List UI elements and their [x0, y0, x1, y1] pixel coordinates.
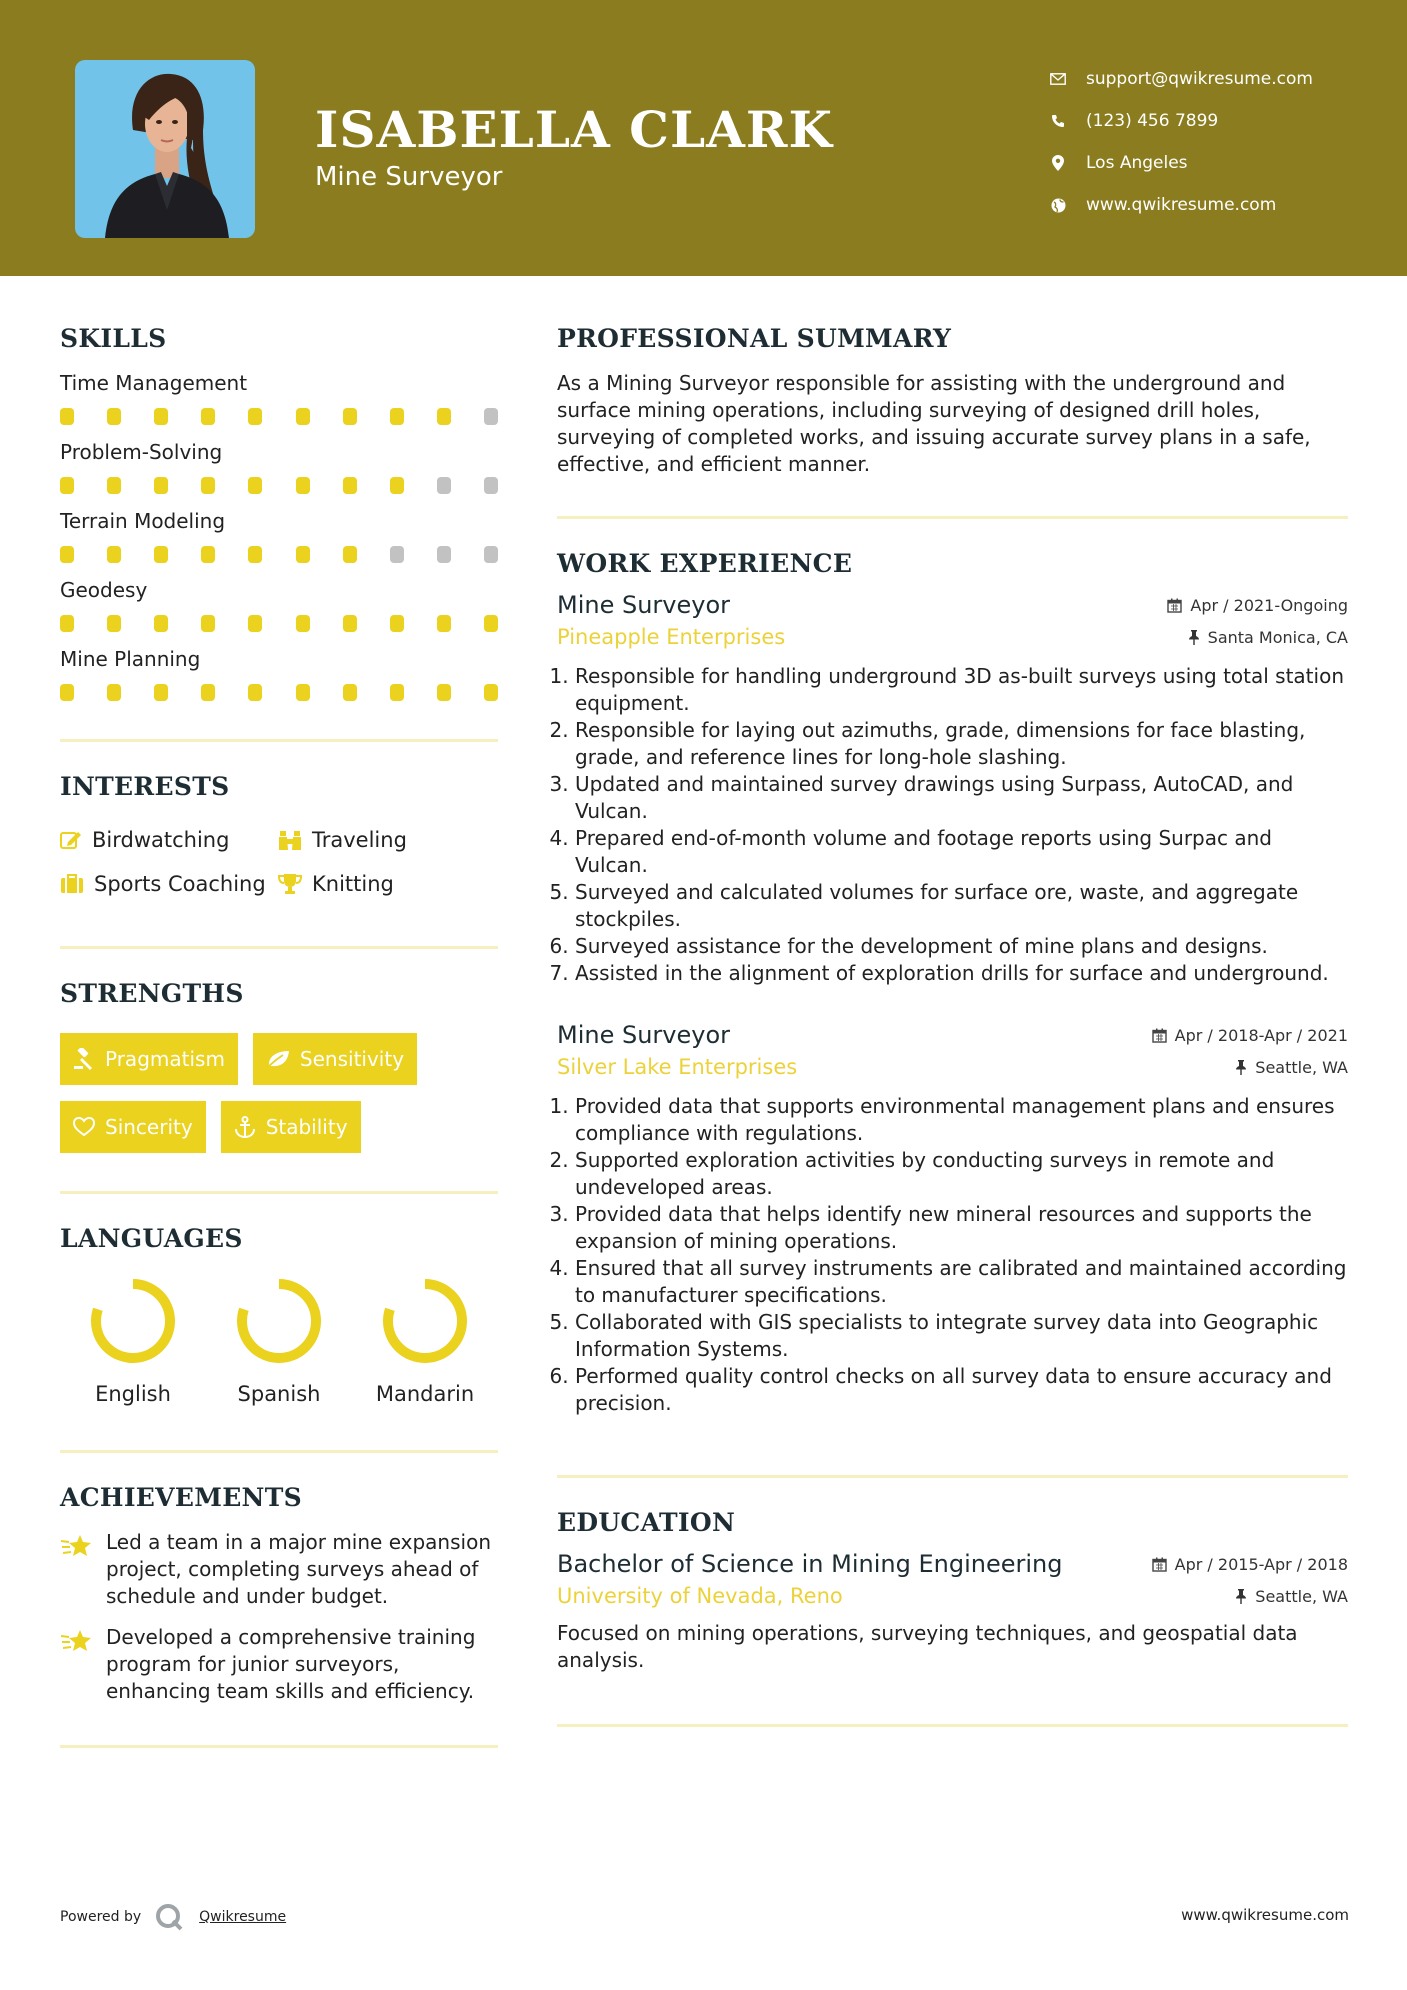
- skill-rating-dot: [107, 477, 121, 494]
- skill-rating-dot: [390, 408, 404, 425]
- school-name: University of Nevada, Reno: [557, 1584, 843, 1608]
- language-progress-ring: [380, 1276, 470, 1366]
- skill-rating-dot: [107, 408, 121, 425]
- strength-label: Pragmatism: [105, 1047, 225, 1071]
- skill-rating: [60, 615, 498, 632]
- skills-heading: SKILLS: [60, 324, 167, 353]
- skill-rating-dot: [390, 477, 404, 494]
- skill-rating-dot: [201, 546, 215, 563]
- map-marker-icon: [1050, 155, 1066, 171]
- company-name: Silver Lake Enterprises: [557, 1055, 798, 1079]
- trophy-icon: [278, 873, 302, 895]
- calendar-icon: [1167, 598, 1182, 613]
- skill-rating-dot: [484, 477, 498, 494]
- language-item: [60, 1276, 206, 1406]
- job-entry: [557, 591, 1348, 987]
- binoculars-icon: [278, 829, 302, 851]
- section-divider: [557, 516, 1348, 519]
- pushpin-icon: [1235, 1060, 1247, 1075]
- skill-name: Time Management: [60, 371, 248, 395]
- achievement-text: Led a team in a major mine expansion project, completing surveys ahead of schedule and under budget.: [106, 1530, 491, 1608]
- skill-rating-dot: [296, 477, 310, 494]
- interest-item: [278, 828, 407, 852]
- job-duty: 1. Provided data that supports environmental management plans and ensures compliance with regulations.: [575, 1093, 1348, 1147]
- skill-rating-dot: [296, 684, 310, 701]
- skill-rating-dot: [484, 684, 498, 701]
- strengths-list: [60, 1033, 498, 1153]
- achievement-item: [60, 1624, 498, 1705]
- job-location: [1188, 628, 1348, 647]
- skill-rating-dot: [201, 408, 215, 425]
- calendar-icon: [1152, 1557, 1167, 1572]
- interest-label: Birdwatching: [92, 828, 230, 852]
- skill-rating-dot: [296, 546, 310, 563]
- degree-title: Bachelor of Science in Mining Engineering: [557, 1550, 1063, 1578]
- language-item: [352, 1276, 498, 1406]
- profile-photo: [75, 60, 255, 238]
- anchor-icon: [234, 1116, 256, 1138]
- skill-rating: [60, 684, 498, 701]
- job-location: [1235, 1058, 1348, 1077]
- achievement-text: Developed a comprehensive training program for junior surveyors, enhancing team skills and efficiency.: [106, 1625, 476, 1703]
- jobs-list: [557, 591, 1348, 1417]
- job-duty: 6. Surveyed assistance for the development of mine plans and designs.: [575, 933, 1348, 960]
- skill-rating-dot: [60, 546, 74, 563]
- skill-rating-dot: [390, 615, 404, 632]
- job-dates-text: Apr / 2018-Apr / 2021: [1174, 1025, 1348, 1045]
- section-divider: [60, 946, 498, 949]
- education-dates: [1152, 1555, 1348, 1574]
- languages-list: [60, 1276, 498, 1406]
- language-name: Spanish: [237, 1382, 321, 1406]
- candidate-name: ISABELLA CLARK: [315, 100, 833, 159]
- section-divider: [60, 739, 498, 742]
- footer-powered-by: [60, 1903, 286, 1931]
- section-divider: [60, 1191, 498, 1194]
- language-name: English: [95, 1382, 171, 1406]
- pencil-square-icon: [60, 830, 82, 850]
- briefcase-icon: [60, 874, 84, 894]
- shooting-star-icon: [60, 1628, 94, 1654]
- skill-rating-dot: [201, 684, 215, 701]
- skill-rating-dot: [437, 615, 451, 632]
- skill-rating-dot: [343, 477, 357, 494]
- summary-text: As a Mining Surveyor responsible for assisting with the underground and surface mining operations, including surveying of designed drill holes, surveying of completed works, and issuing accurate survey plans in a safe, effective, and efficient manner.: [557, 371, 1311, 476]
- footer-brand-link[interactable]: Qwikresume: [199, 1909, 287, 1925]
- language-progress-ring: [88, 1276, 178, 1366]
- job-duty: 1. Responsible for handling underground 3D as-built surveys using total station equipment.: [575, 663, 1348, 717]
- strength-tag: [253, 1033, 417, 1085]
- interest-item: [60, 872, 278, 896]
- job-duty: 2. Supported exploration activities by conducting surveys in remote and undeveloped areas.: [575, 1147, 1348, 1201]
- languages-heading: LANGUAGES: [60, 1224, 243, 1253]
- education-location-text: Seattle, WA: [1255, 1586, 1348, 1606]
- envelope-icon: [1050, 71, 1066, 87]
- job-duties-list: [557, 1093, 1348, 1417]
- skill-name: Problem-Solving: [60, 440, 223, 464]
- gavel-icon: [73, 1048, 95, 1070]
- interest-label: Sports Coaching: [94, 872, 266, 896]
- job-entry: [557, 1021, 1348, 1417]
- contact-email[interactable]: [1050, 58, 1313, 100]
- job-duty: 7. Assisted in the alignment of exploration drills for surface and underground.: [575, 960, 1348, 987]
- skill-rating-dot: [484, 408, 498, 425]
- job-title: Mine Surveyor: [557, 1021, 731, 1049]
- job-duties-list: [557, 663, 1348, 987]
- achievement-item: [60, 1529, 498, 1610]
- skill-rating-dot: [437, 408, 451, 425]
- job-title: Mine Surveyor: [557, 591, 731, 619]
- section-divider: [60, 1745, 498, 1748]
- skill-rating-dot: [248, 684, 262, 701]
- job-duty: 5. Surveyed and calculated volumes for surface ore, waste, and aggregate stockpiles.: [575, 879, 1348, 933]
- qwikresume-logo-icon: [155, 1903, 185, 1931]
- interests-heading: INTERESTS: [60, 772, 230, 801]
- skill-rating-dot: [248, 546, 262, 563]
- strength-label: Stability: [265, 1115, 348, 1139]
- skill-rating-dot: [437, 477, 451, 494]
- job-location-text: Seattle, WA: [1255, 1057, 1348, 1077]
- left-column: [60, 322, 498, 1748]
- skill-rating-dot: [343, 546, 357, 563]
- strength-tag: [60, 1101, 206, 1153]
- interest-item: [60, 828, 278, 852]
- skill-rating: [60, 546, 498, 563]
- skill-rating-dot: [248, 615, 262, 632]
- contact-location: [1050, 142, 1313, 184]
- skill-rating-dot: [154, 408, 168, 425]
- skill-name: Terrain Modeling: [60, 509, 226, 533]
- job-duty: 3. Provided data that helps identify new mineral resources and supports the expansion of mining operations.: [575, 1201, 1348, 1255]
- skill-rating-dot: [343, 408, 357, 425]
- skill-name: Geodesy: [60, 578, 148, 602]
- skill-rating-dot: [296, 615, 310, 632]
- job-duty: 4. Prepared end-of-month volume and footage reports using Surpac and Vulcan.: [575, 825, 1348, 879]
- skill-rating-dot: [201, 477, 215, 494]
- interest-label: Traveling: [312, 828, 407, 852]
- job-duty: 5. Collaborated with GIS specialists to integrate survey data into Geographic Information Systems.: [575, 1309, 1348, 1363]
- job-location-text: Santa Monica, CA: [1207, 627, 1348, 647]
- skill-rating-dot: [484, 546, 498, 563]
- education-heading: EDUCATION: [557, 1508, 736, 1537]
- section-divider: [60, 1450, 498, 1453]
- job-dates: [1167, 596, 1348, 615]
- skill-rating-dot: [107, 615, 121, 632]
- skill-rating-dot: [484, 615, 498, 632]
- skill-rating-dot: [154, 615, 168, 632]
- skill-rating-dot: [343, 615, 357, 632]
- skill-rating-dot: [60, 684, 74, 701]
- strength-tag: [221, 1101, 361, 1153]
- skill-rating-dot: [60, 408, 74, 425]
- contact-website[interactable]: [1050, 184, 1313, 226]
- skill-rating-dot: [248, 408, 262, 425]
- skill-rating-dot: [107, 684, 121, 701]
- strength-label: Sensitivity: [299, 1047, 405, 1071]
- strengths-heading: STRENGTHS: [60, 979, 244, 1008]
- calendar-icon: [1152, 1028, 1167, 1043]
- interest-label: Knitting: [312, 872, 394, 896]
- heart-icon: [73, 1117, 95, 1137]
- skill-rating-dot: [437, 546, 451, 563]
- education-description: Focused on mining operations, surveying techniques, and geospatial data analysis.: [557, 1621, 1298, 1672]
- strength-tag: [60, 1033, 238, 1085]
- section-divider: [557, 1724, 1348, 1727]
- footer-url[interactable]: www.qwikresume.com: [1181, 1906, 1349, 1924]
- leaf-icon: [266, 1049, 290, 1069]
- job-dates: [1152, 1026, 1348, 1045]
- contact-email-text: support@qwikresume.com: [1086, 69, 1313, 89]
- skill-rating-dot: [248, 477, 262, 494]
- job-duty: 3. Updated and maintained survey drawings using Surpass, AutoCAD, and Vulcan.: [575, 771, 1348, 825]
- pushpin-icon: [1235, 1589, 1247, 1604]
- globe-icon: [1050, 197, 1066, 213]
- skill-name: Mine Planning: [60, 647, 201, 671]
- skill-rating-dot: [201, 615, 215, 632]
- education-entry: [557, 1550, 1348, 1674]
- right-column: [557, 322, 1348, 1727]
- job-dates-text: Apr / 2021-Ongoing: [1190, 595, 1348, 615]
- interest-item: [278, 872, 394, 896]
- resume-header: [0, 0, 1407, 276]
- strength-label: Sincerity: [105, 1115, 193, 1139]
- skills-list: [60, 370, 498, 701]
- job-duty: 4. Ensured that all survey instruments are calibrated and maintained according to manufacturer specifications.: [575, 1255, 1348, 1309]
- skill-rating: [60, 477, 498, 494]
- skill-rating: [60, 408, 498, 425]
- education-location: [1235, 1587, 1348, 1606]
- skill-rating-dot: [154, 684, 168, 701]
- language-item: [206, 1276, 352, 1406]
- skill-rating-dot: [390, 546, 404, 563]
- skill-rating-dot: [390, 684, 404, 701]
- contact-list: [1050, 58, 1313, 226]
- skill-rating-dot: [296, 408, 310, 425]
- summary-heading: PROFESSIONAL SUMMARY: [557, 324, 952, 353]
- job-duty: 6. Performed quality control checks on all survey data to ensure accuracy and precision.: [575, 1363, 1348, 1417]
- contact-phone[interactable]: [1050, 100, 1313, 142]
- skill-rating-dot: [107, 546, 121, 563]
- skill-rating-dot: [60, 477, 74, 494]
- skill-rating-dot: [154, 477, 168, 494]
- contact-website-text: www.qwikresume.com: [1086, 195, 1277, 215]
- job-duty: 2. Responsible for laying out azimuths, grade, dimensions for face blasting, grade, and reference lines for long-hole slashing.: [575, 717, 1348, 771]
- skill-rating-dot: [437, 684, 451, 701]
- interests-list: [60, 818, 498, 906]
- skill-rating-dot: [154, 546, 168, 563]
- language-progress-ring: [234, 1276, 324, 1366]
- section-divider: [557, 1475, 1348, 1478]
- language-name: Mandarin: [375, 1382, 475, 1406]
- skill-rating-dot: [343, 684, 357, 701]
- shooting-star-icon: [60, 1533, 94, 1559]
- education-dates-text: Apr / 2015-Apr / 2018: [1174, 1554, 1348, 1574]
- pushpin-icon: [1188, 630, 1200, 645]
- candidate-title: Mine Surveyor: [315, 162, 503, 192]
- company-name: Pineapple Enterprises: [557, 625, 786, 649]
- phone-icon: [1050, 113, 1066, 129]
- achievements-heading: ACHIEVEMENTS: [60, 1483, 302, 1512]
- contact-location-text: Los Angeles: [1086, 153, 1188, 173]
- contact-phone-text: (123) 456 7899: [1086, 111, 1219, 131]
- powered-by-text: Powered by: [60, 1909, 142, 1925]
- skill-rating-dot: [60, 615, 74, 632]
- experience-heading: WORK EXPERIENCE: [557, 549, 853, 578]
